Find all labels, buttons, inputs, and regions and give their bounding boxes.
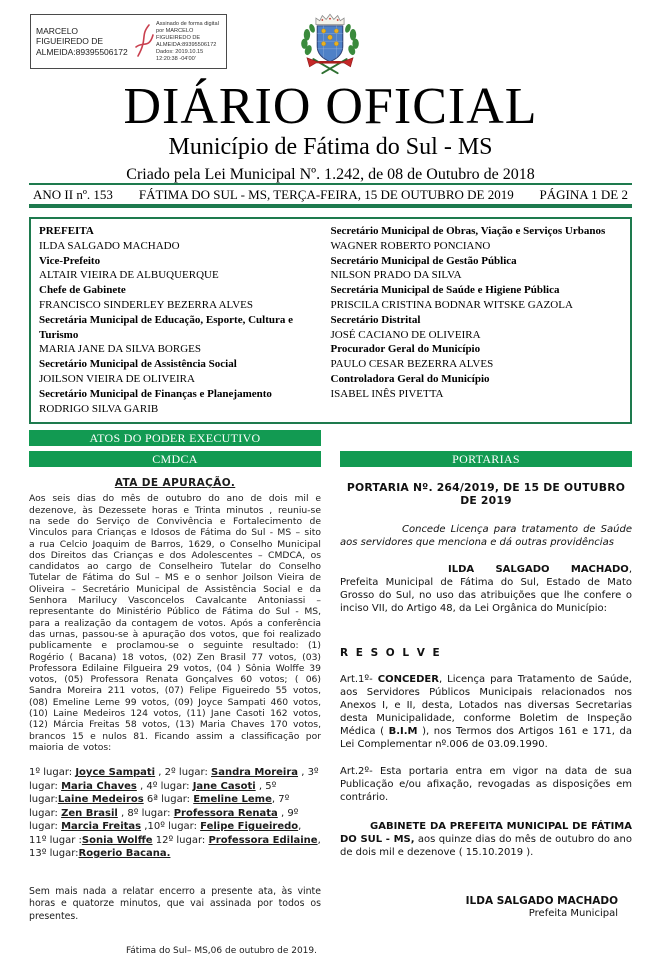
portaria-resolve: R E S O L V E: [340, 647, 442, 660]
portaria-article-2: Art.2º- Esta portaria entra em vigor na data de sua Publicação e/ou afixação, revogadas as disposições em contrário.: [340, 766, 632, 804]
officials-box: [29, 217, 632, 424]
official-name: PRISCILA CRISTINA BODNAR WITSKE GAZOLA: [330, 298, 573, 311]
official-name: JOSÉ CACIANO DE OLIVEIRA: [330, 328, 481, 341]
official-title: Secretário Municipal de Assistência Social: [39, 358, 237, 371]
official-title: Procurador Geral do Município: [330, 343, 481, 356]
official-name: WAGNER ROBERTO PONCIANO: [330, 239, 491, 252]
official-name: FRANCISCO SINDERLEY BEZERRA ALVES: [39, 298, 254, 311]
gazette-creation-law: Criado pela Lei Municipal Nº. 1.242, de 08 de Outubro de 2018: [126, 166, 535, 183]
signature-name: ILDA SALGADO MACHADO: [465, 895, 618, 908]
ata-closing-paragraph: Sem mais nada a relatar encerro a presente ata, às vinte horas e quatorze minutos, que vai assinada por todos os presentes.: [29, 885, 321, 922]
signer-name: MARCELO FIGUEIREDO DE ALMEIDA:89395506172: [36, 25, 128, 57]
ata-dateline: Fátima do Sul– MS,06 de outubro de 2019.: [125, 946, 317, 956]
masthead: [0, 78, 661, 184]
section-bars: [29, 430, 632, 467]
officials-left-column: [39, 224, 331, 416]
official-title: Vice-Prefeito: [39, 254, 101, 267]
bottom-rule: [29, 204, 632, 208]
official-title: Secretária Municipal de Educação, Esporte, Cultura e Turismo: [39, 313, 293, 341]
portaria-signature-block: [340, 895, 632, 920]
official-title: Secretário Municipal de Gestão Pública: [330, 254, 517, 267]
official-title: Secretário Municipal de Obras, Viação e Serviços Urbanos: [330, 225, 606, 237]
ata-body-paragraph: Aos seis dias do mês de outubro do ano de dois mil e dezenove, às Dezessete horas e Trinta minutos , reuniu-se na sede do Serviço de Convivência e Fortalecimento de Vinculos para Crianças e Idosos de Fátima do Sul - MS – sito a rua Celcio Joaquim de Barros, 1629, o Conselho Municipal dos Direitos das Crianças e dos Adolescentes – CMDCA, os candidatos ao cargo de Conselheiro Tutelar do Conselho Tutelar de Fátima do Sul – MS e o senhor Joilson Vieira de Oliveira – Secretário Municipal de Assistência Social e da Senhora Marilucy Vasconcelos Cavalcante Antoniassi – representante do Ministério Público de Fátima do Sul - MS, para a realização da contagem de votos. Após a conferência das urnas, passou-se à apuração dos votos, que foi realizado publicamente e proclamou-se o seguinte resultado: (1) Rogério ( Bacana) 18 votos, (02) Zen Brasil 77 votos, (03) Professora Edilaine Filgueira 29 votos, (04 ) Sônia Wolffe 39 votos, (05) Professora Renata Gonçalves 60 votos; ( 06) Sandra Moreira 211 votos, (07) Felipe Figueiredo 55 votos, (08) Emeline Leme 99 votos, (09) Joyce Sampati 460 votos, (10) Laine Medeiros 124 votos, (11) Jane Casoti 162 votos, (12) Márcia Freitas 58 votos, (13) Maria Chaves 170 votos, brancos 15 e nulos 81. Ficando assim a classificação por maioria de votos:: [29, 493, 321, 753]
official-name: RODRIGO SILVA GARIB: [39, 402, 159, 415]
signature-details: Assinado de forma digital por MARCELO FIGUEIREDO DE ALMEIDA:89395506172 Dados: 2019.10.15 12:20:38 -04'00': [156, 20, 219, 62]
official-title: Secretário Distrital: [330, 313, 421, 326]
official-title: PREFEITA: [39, 225, 94, 237]
ata-heading: ATA DE APURAÇÃO.: [114, 477, 236, 490]
issue-date-line: FÁTIMA DO SUL - MS, TERÇA-FEIRA, 15 DE OUTUBRO DE 2019: [138, 187, 514, 202]
ata-ranking-paragraph: 1º lugar: Joyce Sampati , 2º lugar: Sandra Moreira , 3º lugar: Maria Chaves , 4º lugar: Jane Casoti , 5º lugar:Laine Medeiros 6ª lugar: Emeline Leme, 7º lugar: Zen Brasil , 8º lugar: Professora Renata , 9º lugar: Marcia Freitas ,10º lugar: Felipe Figueiredo, 11º lugar :Sonia Wolffe 12º lugar: Professora Edilaine, 13º lugar:Rogerio Bacana.: [29, 767, 321, 860]
official-name: MARIA JANE DA SILVA BORGES: [39, 343, 201, 356]
portaria-gabinete-paragraph: GABINETE DA PREFEITA MUNICIPAL DE FÁTIMA DO SUL - MS, aos quinze dias do mês de outubro do ano de dois mil e dezenove ( 15.10.2019 ).: [340, 821, 632, 859]
portaria-heading: PORTARIA Nº. 264/2019, DE 15 DE OUTUBRO DE 2019: [346, 481, 626, 508]
official-name: ILDA SALGADO MACHADO: [39, 239, 180, 252]
issue-info-row: [29, 185, 632, 204]
official-name: NILSON PRADO DA SILVA: [330, 269, 462, 282]
digital-signature-box: [30, 14, 227, 69]
official-title: Controladora Geral do Município: [330, 372, 490, 385]
gazette-title: DIÁRIO OFICIAL: [123, 78, 538, 135]
section-bar-executive-acts: ATOS DO PODER EXECUTIVO: [29, 430, 321, 446]
cmdca-column: [29, 477, 321, 956]
official-name: ALTAIR VIEIRA DE ALBUQUERQUE: [39, 269, 219, 282]
portaria-article-1: Art.1º- CONCEDER, Licença para Tratamento de Saúde, aos Servidores Públicos Municipais relacionados nos Anexos I, e II, desta, Lotados nas diversas Secretarias desta Municipalidade, conforme Boletim de Inspeção Médica ( B.I.M ), nos Termos dos Artigos 161 e 171, da Lei Complementar nº.006 de 03.09.1990.: [340, 674, 632, 751]
official-title: Chefe de Gabinete: [39, 284, 126, 297]
page-indicator: PÁGINA 1 DE 2: [539, 187, 628, 202]
portaria-ementa: Concede Licença para tratamento de Saúde aos servidores que menciona e dá outras providências: [340, 524, 632, 549]
signature-flourish-icon: [133, 22, 155, 62]
official-name: JOILSON VIEIRA DE OLIVEIRA: [39, 372, 195, 385]
edition-number: ANO II nº. 153: [33, 187, 113, 202]
coat-of-arms-icon: [298, 10, 362, 80]
section-bar-portarias: PORTARIAS: [340, 451, 632, 467]
masthead-header: [0, 0, 661, 183]
gazette-subtitle: Município de Fátima do Sul - MS: [168, 134, 493, 160]
section-bar-cmdca: CMDCA: [29, 451, 321, 467]
portaria-preamble: ILDA SALGADO MACHADO, Prefeita Municipal de Fátima do Sul, Estado de Mato Grosso do Sul, no uso das atribuições que lhe confere o inciso VII, do Artigo 48, da Lei Orgânica do Município:: [340, 564, 632, 615]
official-title: Secretária Municipal de Saúde e Higiene Pública: [330, 284, 560, 297]
portarias-column: [340, 477, 632, 956]
official-title: Secretário Municipal de Finanças e Planejamento: [39, 387, 272, 400]
official-name: ISABEL INÊS PIVETTA: [330, 387, 444, 400]
official-name: PAULO CESAR BEZERRA ALVES: [330, 358, 494, 371]
officials-right-column: [331, 224, 623, 416]
signature-role: Prefeita Municipal: [528, 908, 618, 920]
body-columns: [29, 477, 632, 956]
